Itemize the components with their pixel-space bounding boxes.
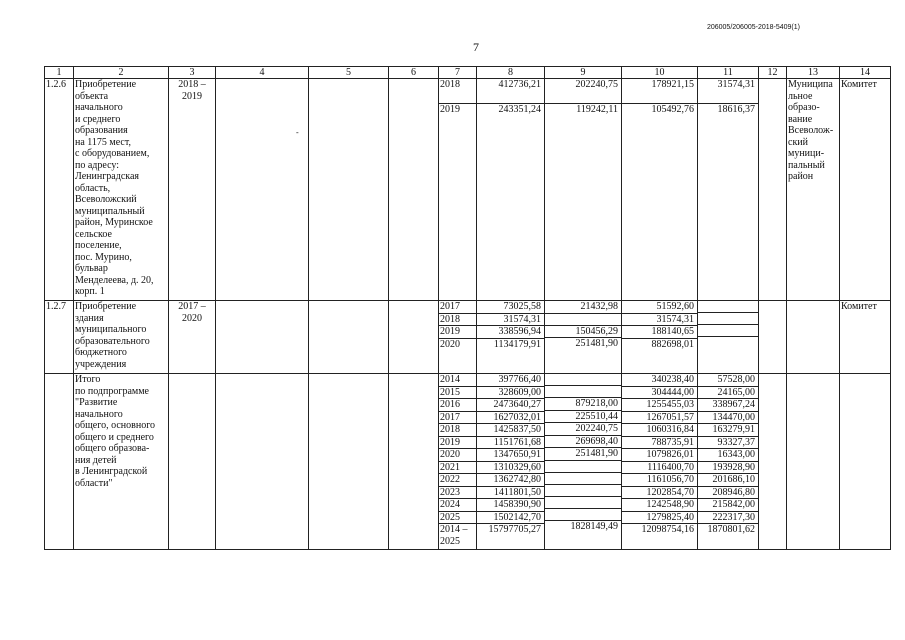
amount-column bbox=[545, 79, 622, 301]
amount-cell: 1362742,80 bbox=[477, 474, 544, 487]
amount-cell: 1242548,90 bbox=[622, 499, 697, 512]
amount-cell: 340238,40 bbox=[622, 374, 697, 386]
year-column bbox=[439, 79, 477, 301]
amount-cell: 31574,31 bbox=[622, 313, 697, 326]
amount-cell: 18616,37 bbox=[717, 104, 755, 115]
amount-cell: 16343,00 bbox=[698, 449, 758, 462]
item-description: Итого по подпрограмме "Развитие начального общего, основного общего и среднего общего образова- ния детей в Ленинградской области" bbox=[74, 374, 169, 550]
table-row bbox=[45, 374, 891, 550]
amount-cell: 21432,98 bbox=[545, 301, 621, 313]
amount-cell bbox=[545, 484, 621, 496]
amount-cell: 202240,75 bbox=[545, 79, 621, 104]
amount-cell: 119242,11 bbox=[576, 104, 618, 115]
header-cell: 5 bbox=[309, 67, 389, 79]
year-column bbox=[439, 301, 477, 374]
amount-cell: 1310329,60 bbox=[477, 461, 544, 474]
amount-cell bbox=[698, 313, 758, 325]
amount-column bbox=[477, 79, 545, 301]
amount-column bbox=[698, 374, 759, 550]
amount-cell bbox=[545, 460, 621, 472]
year-cell: 2021 bbox=[439, 461, 476, 474]
item-period bbox=[169, 374, 216, 550]
amount-cell: 243351,24 bbox=[498, 104, 541, 115]
empty-cell bbox=[759, 79, 787, 301]
year-cell: 2018 bbox=[439, 79, 476, 104]
amount-cell: 251481,90 bbox=[575, 338, 618, 349]
amount-cell: 215842,00 bbox=[698, 499, 758, 512]
empty-cell bbox=[389, 374, 439, 550]
amount-cell bbox=[545, 508, 621, 520]
amount-cell bbox=[545, 472, 621, 484]
amount-cell: 150456,29 bbox=[545, 325, 621, 338]
page-number: 7 bbox=[473, 40, 479, 54]
header-cell: 10 bbox=[622, 67, 698, 79]
amount-cell: 1151761,68 bbox=[477, 436, 544, 449]
amount-cell: 1116400,70 bbox=[622, 461, 697, 474]
amount-cell bbox=[698, 337, 758, 349]
executor bbox=[840, 374, 891, 550]
amount-cell: 31574,31 bbox=[477, 313, 544, 326]
empty-cell bbox=[389, 79, 439, 301]
document-id: 206005/206005-2018-5409(1) bbox=[706, 24, 800, 31]
amount-cell: 1161056,70 bbox=[622, 474, 697, 487]
amount-cell: 1079826,01 bbox=[622, 449, 697, 462]
table-row bbox=[45, 79, 891, 301]
amount-cell: 1627032,01 bbox=[477, 411, 544, 424]
header-cell: 7 bbox=[439, 67, 477, 79]
amount-cell bbox=[545, 374, 621, 386]
item-description: Приобретение здания муниципального образовательного бюджетного учреждения bbox=[74, 301, 169, 374]
year-cell: 2023 bbox=[439, 486, 476, 499]
header-cell: 1 bbox=[45, 67, 74, 79]
amount-cell bbox=[545, 313, 621, 325]
amount-cell: 201686,10 bbox=[698, 474, 758, 487]
empty-cell bbox=[389, 301, 439, 374]
amount-cell: 1134179,91 bbox=[493, 338, 541, 350]
amount-column bbox=[698, 301, 759, 374]
amount-cell: 1279825,40 bbox=[622, 511, 697, 524]
header-cell: 11 bbox=[698, 67, 759, 79]
amount-cell: 788735,91 bbox=[622, 436, 697, 449]
amount-column bbox=[698, 79, 759, 301]
empty-cell bbox=[216, 374, 309, 550]
empty-cell bbox=[216, 79, 309, 301]
amount-cell: 882698,01 bbox=[651, 338, 694, 350]
year-cell: 2019 bbox=[440, 104, 460, 115]
amount-cell: 208946,80 bbox=[698, 486, 758, 499]
header-cell: 13 bbox=[787, 67, 840, 79]
executor: Комитет bbox=[840, 79, 891, 301]
year-cell: 2019 bbox=[439, 436, 476, 449]
amount-cell: 338596,94 bbox=[477, 326, 544, 339]
amount-cell: 1255455,03 bbox=[622, 399, 697, 412]
amount-cell: 134470,00 bbox=[698, 411, 758, 424]
header-cell: 2 bbox=[74, 67, 169, 79]
item-number: 1.2.6 bbox=[45, 79, 74, 301]
amount-cell: 222317,30 bbox=[698, 511, 758, 524]
year-cell: 2014 bbox=[439, 374, 476, 386]
amount-cell: 188140,65 bbox=[622, 326, 697, 339]
responsible-body bbox=[787, 374, 840, 550]
year-cell: 2017 bbox=[439, 301, 476, 313]
amount-cell: 15797705,27 bbox=[488, 524, 541, 535]
year-column bbox=[439, 374, 477, 550]
item-period: 2017 – 2020 bbox=[169, 301, 216, 374]
amount-cell: 1202854,70 bbox=[622, 486, 697, 499]
empty-cell bbox=[759, 301, 787, 374]
amount-cell: 1828149,49 bbox=[570, 520, 618, 532]
header-cell: 12 bbox=[759, 67, 787, 79]
item-number bbox=[45, 374, 74, 550]
amount-column bbox=[545, 301, 622, 374]
amount-cell: 1347650,91 bbox=[477, 449, 544, 462]
year-cell: 2020 bbox=[440, 338, 460, 350]
header-cell: 8 bbox=[477, 67, 545, 79]
amount-cell: 178921,15 bbox=[622, 79, 697, 104]
year-cell: 2020 bbox=[439, 449, 476, 462]
responsible-body bbox=[787, 301, 840, 374]
empty-cell bbox=[759, 374, 787, 550]
empty-cell bbox=[216, 301, 309, 374]
year-cell: 2017 bbox=[439, 411, 476, 424]
responsible-body: Муниципа льное образо- вание Всеволож- ский муници- пальный район bbox=[787, 79, 840, 301]
amount-cell: 328609,00 bbox=[477, 386, 544, 399]
stray-mark: - bbox=[296, 128, 299, 137]
amount-cell: 163279,91 bbox=[698, 424, 758, 437]
amount-column bbox=[622, 301, 698, 374]
amount-cell: 51592,60 bbox=[622, 301, 697, 313]
amount-cell: 1060316,84 bbox=[622, 424, 697, 437]
amount-column bbox=[477, 301, 545, 374]
amount-cell: 24165,00 bbox=[698, 386, 758, 399]
amount-cell: 193928,90 bbox=[698, 461, 758, 474]
amount-cell: 57528,00 bbox=[698, 374, 758, 386]
year-cell: 2016 bbox=[439, 399, 476, 412]
amount-cell: 1425837,50 bbox=[477, 424, 544, 437]
empty-cell bbox=[309, 79, 389, 301]
empty-cell bbox=[309, 374, 389, 550]
amount-cell bbox=[545, 496, 621, 508]
amount-cell: 269698,40 bbox=[545, 435, 621, 448]
amount-cell: 1267051,57 bbox=[622, 411, 697, 424]
executor: Комитет bbox=[840, 301, 891, 374]
header-row bbox=[45, 67, 891, 79]
amount-cell bbox=[698, 325, 758, 337]
amount-cell: 251481,90 bbox=[545, 448, 621, 461]
amount-cell: 31574,31 bbox=[698, 79, 758, 104]
amount-column bbox=[545, 374, 622, 550]
table-row bbox=[45, 301, 891, 374]
year-cell: 2024 bbox=[439, 499, 476, 512]
year-cell: 2019 bbox=[439, 326, 476, 339]
header-cell: 6 bbox=[389, 67, 439, 79]
amount-cell: 73025,58 bbox=[477, 301, 544, 313]
amount-cell: 202240,75 bbox=[545, 423, 621, 436]
header-cell: 3 bbox=[169, 67, 216, 79]
amount-cell: 397766,40 bbox=[477, 374, 544, 386]
amount-column bbox=[622, 374, 698, 550]
amount-cell bbox=[698, 301, 758, 313]
item-period: 2018 – 2019 bbox=[169, 79, 216, 301]
budget-table bbox=[44, 66, 891, 550]
year-cell: 2022 bbox=[439, 474, 476, 487]
header-cell: 14 bbox=[840, 67, 891, 79]
amount-cell: 2473640,27 bbox=[477, 399, 544, 412]
year-cell: 2014 – 2025 bbox=[440, 524, 468, 547]
item-number: 1.2.7 bbox=[45, 301, 74, 374]
amount-cell: 12098754,16 bbox=[641, 524, 694, 535]
amount-cell: 338967,24 bbox=[698, 399, 758, 412]
amount-cell: 879218,00 bbox=[545, 398, 621, 411]
amount-cell: 225510,44 bbox=[545, 410, 621, 423]
header-cell: 4 bbox=[216, 67, 309, 79]
year-cell: 2015 bbox=[439, 386, 476, 399]
amount-cell: 1870801,62 bbox=[707, 524, 755, 535]
amount-column bbox=[622, 79, 698, 301]
amount-cell: 105492,76 bbox=[651, 104, 694, 115]
year-cell: 2025 bbox=[439, 511, 476, 524]
amount-cell: 412736,21 bbox=[477, 79, 544, 104]
amount-cell: 1411801,50 bbox=[477, 486, 544, 499]
amount-column bbox=[477, 374, 545, 550]
amount-cell: 93327,37 bbox=[698, 436, 758, 449]
header-cell: 9 bbox=[545, 67, 622, 79]
amount-cell: 1502142,70 bbox=[477, 511, 544, 524]
amount-cell bbox=[545, 386, 621, 398]
item-description: Приобретение объекта начального и среднего образования на 1175 мест, с оборудованием, по адресу: Ленинградская область, Всеволожский муниципальный район, Муринское сельское поселение, пос. Мурино, бульвар Менделеева, д. 20, корп. 1 bbox=[74, 79, 169, 301]
empty-cell bbox=[309, 301, 389, 374]
amount-cell: 304444,00 bbox=[622, 386, 697, 399]
year-cell: 2018 bbox=[439, 313, 476, 326]
amount-cell: 1458390,90 bbox=[477, 499, 544, 512]
year-cell: 2018 bbox=[439, 424, 476, 437]
